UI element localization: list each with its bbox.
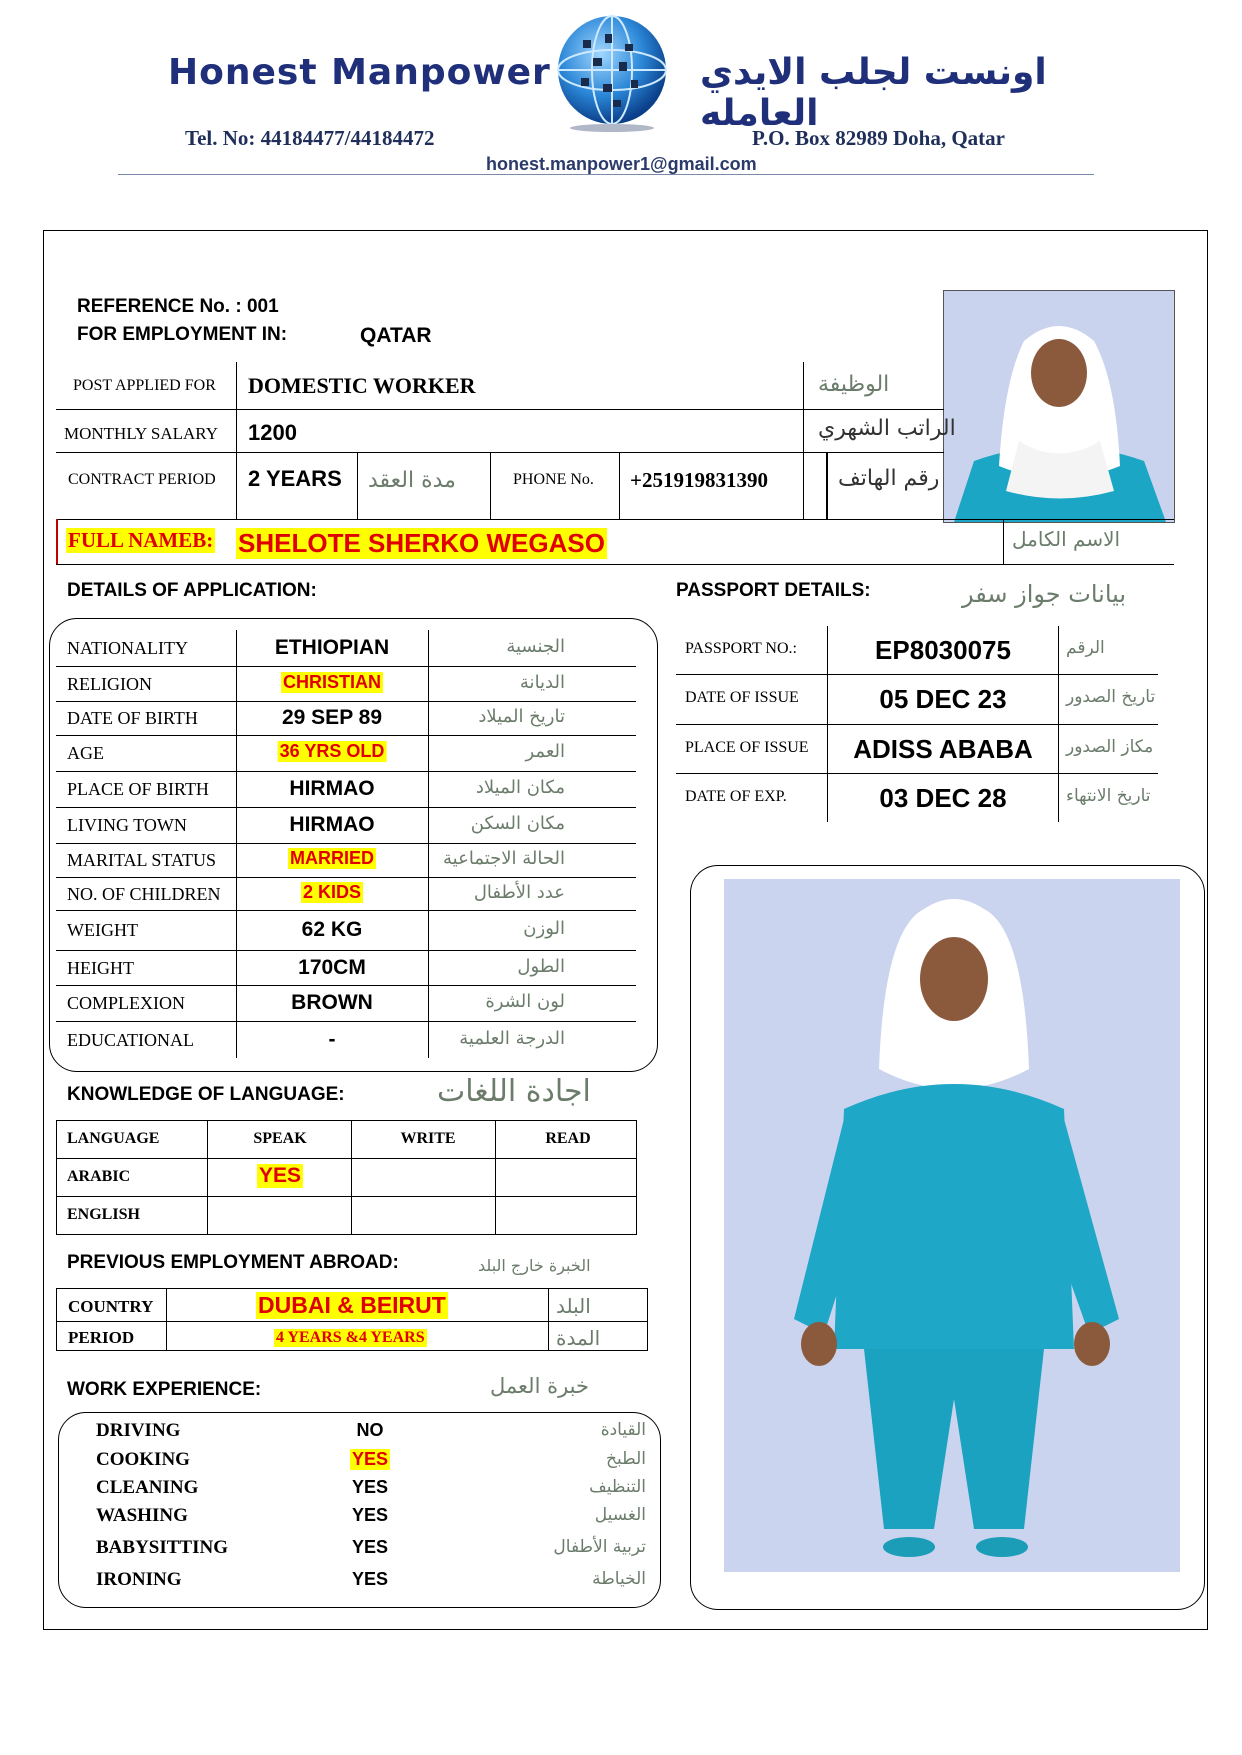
post-label-ar: الوظيفة: [818, 372, 890, 397]
details-title: DETAILS OF APPLICATION:: [67, 580, 317, 601]
details-label-ar-1: الديانة: [519, 671, 565, 693]
language-name-1: ENGLISH: [67, 1206, 140, 1223]
work-value-2: YES: [351, 1477, 389, 1497]
passport-title: PASSPORT DETAILS:: [676, 580, 871, 601]
details-label-9: HEIGHT: [67, 957, 134, 978]
profile-photo: [943, 290, 1175, 523]
details-row-divider: [56, 1021, 636, 1022]
work-label-ar-1: الطبخ: [606, 1449, 646, 1469]
globe-logo: [553, 14, 671, 132]
passport-value-3: 03 DEC 28: [879, 782, 1007, 813]
details-label-11: EDUCATIONAL: [67, 1029, 194, 1050]
details-row-divider: [56, 771, 636, 772]
fullname-label-ar: الاسم الكامل: [1012, 527, 1121, 551]
passport-label-3: DATE OF EXP.: [685, 787, 787, 805]
fullname-value: SHELOTE SHERKO WEGASO: [238, 528, 605, 558]
reference-value: 001: [246, 296, 279, 317]
previous-title-ar: الخبرة خارج البلد: [478, 1256, 591, 1275]
work-label-ar-0: القيادة: [600, 1420, 646, 1440]
language-title: KNOWLEDGE OF LANGUAGE:: [67, 1084, 345, 1105]
passport-label-1: DATE OF ISSUE: [685, 689, 799, 706]
work-value-1: YES: [351, 1449, 389, 1469]
fullname-label: FULL NAMEB:: [68, 528, 214, 552]
details-label-ar-7: عدد الأطفال: [473, 881, 565, 903]
details-label-2: DATE OF BIRTH: [67, 708, 198, 728]
details-label-ar-3: العمر: [525, 741, 565, 762]
work-value-5: YES: [351, 1569, 389, 1589]
language-header-0: LANGUAGE: [67, 1130, 160, 1147]
post-value: DOMESTIC WORKER: [248, 373, 476, 398]
language-speak-0: YES: [258, 1164, 302, 1187]
passport-title-ar: بيانات جواز سفر: [962, 580, 1127, 608]
language-header-2: WRITE: [400, 1130, 456, 1147]
details-value-3: 36 YRS OLD: [279, 741, 385, 761]
details-value-1: CHRISTIAN: [283, 671, 381, 692]
details-row-divider: [56, 950, 636, 951]
details-value-7: 2 KIDS: [302, 881, 362, 902]
details-label-ar-9: الطول: [517, 955, 565, 977]
header-pobox: P.O. Box 82989 Doha, Qatar: [752, 126, 1005, 150]
details-row-divider: [56, 807, 636, 808]
language-header-1: SPEAK: [253, 1130, 307, 1147]
details-label-6: MARITAL STATUS: [67, 850, 216, 870]
passport-value-1: 05 DEC 23: [879, 684, 1007, 714]
passport-label-2: PLACE OF ISSUE: [685, 738, 809, 756]
previous-period-ar: المدة: [556, 1326, 601, 1350]
passport-label-0: PASSPORT NO.:: [685, 640, 797, 657]
details-label-ar-0: الجنسية: [506, 636, 565, 657]
details-label-ar-8: الوزن: [523, 918, 565, 939]
passport-label-ar-3: تاريخ الانتهاء: [1066, 785, 1151, 806]
work-label-ar-5: الخياطة: [592, 1569, 646, 1589]
details-row-divider: [56, 877, 636, 878]
details-label-ar-11: الدرجة العلمية: [459, 1027, 565, 1049]
passport-label-ar-2: مكاز الصدور: [1066, 736, 1154, 757]
work-title-ar: خبرة العمل: [490, 1374, 589, 1398]
work-label-5: IRONING: [96, 1569, 182, 1590]
reference-label: REFERENCE No. : 001: [77, 296, 279, 317]
work-value-4: YES: [351, 1537, 389, 1557]
company-name-ar: اونست لجلب الايدي العامله: [700, 52, 1047, 134]
post-label: POST APPLIED FOR: [73, 377, 216, 394]
details-label-0: NATIONALITY: [67, 638, 188, 658]
passport-label-ar-1: تاريخ الصدور: [1066, 687, 1156, 707]
details-value-9: 170CM: [298, 955, 366, 979]
work-title: WORK EXPERIENCE:: [67, 1379, 262, 1400]
contract-label: CONTRACT PERIOD: [68, 471, 216, 488]
details-label-3: AGE: [67, 743, 104, 763]
details-label-ar-6: الحالة الاجتماعية: [443, 848, 565, 869]
salary-label-ar: الراتب الشهري: [818, 416, 956, 441]
fullbody-photo: [724, 879, 1180, 1572]
employment-value: QATAR: [360, 324, 432, 347]
details-label-ar-4: مكان الميلاد: [475, 777, 565, 798]
passport-label-ar-0: الرقم: [1066, 638, 1105, 658]
details-row-divider: [56, 735, 636, 736]
language-name-0: ARABIC: [67, 1168, 131, 1185]
details-value-6: MARRIED: [290, 848, 374, 868]
details-value-11: -: [328, 1027, 336, 1051]
language-header-3: READ: [545, 1130, 591, 1147]
company-name-en: Honest Manpower: [168, 52, 551, 93]
details-value-4: HIRMAO: [289, 777, 375, 800]
details-value-10: BROWN: [291, 991, 373, 1014]
contract-value: 2 YEARS: [248, 466, 342, 491]
header-tel: Tel. No: 44184477/44184472: [185, 126, 435, 150]
details-row-divider: [56, 666, 636, 667]
employment-label: FOR EMPLOYMENT IN:: [77, 324, 288, 345]
details-row-divider: [56, 985, 636, 986]
language-title-ar: اجادة اللغات: [437, 1074, 591, 1109]
details-label-ar-2: تاريخ الميلاد: [478, 706, 565, 727]
details-label-ar-5: مكان السكن: [470, 813, 565, 834]
work-label-4: BABYSITTING: [96, 1537, 228, 1558]
details-label-10: COMPLEXION: [67, 993, 186, 1013]
details-row-divider: [56, 910, 636, 911]
passport-value-0: EP8030075: [875, 635, 1011, 665]
salary-value: 1200: [248, 420, 297, 445]
details-value-8: 62 KG: [301, 918, 363, 941]
phone-value: +251919831390: [630, 468, 768, 492]
details-label-1: RELIGION: [67, 673, 152, 694]
details-value-0: ETHIOPIAN: [274, 636, 390, 659]
work-value-3: YES: [351, 1505, 389, 1525]
details-label-ar-10: لون الشرة: [485, 991, 565, 1012]
work-label-3: WASHING: [96, 1505, 188, 1526]
work-label-2: CLEANING: [96, 1477, 199, 1498]
previous-country-label: COUNTRY: [68, 1297, 154, 1316]
details-label-4: PLACE OF BIRTH: [67, 779, 209, 799]
passport-value-2: ADISS ABABA: [853, 733, 1033, 764]
salary-label: MONTHLY SALARY: [64, 424, 218, 443]
details-value-2: 29 SEP 89: [281, 706, 383, 729]
previous-period-value: 4 YEARS &4 YEARS: [276, 1329, 425, 1346]
previous-title: PREVIOUS EMPLOYMENT ABROAD:: [67, 1252, 399, 1273]
work-label-ar-4: تربية الأطفال: [553, 1537, 646, 1557]
details-label-5: LIVING TOWN: [67, 815, 187, 835]
work-label-ar-3: الغسيل: [594, 1505, 646, 1525]
phone-label-ar: رقم الهاتف: [838, 466, 940, 491]
work-value-0: NO: [356, 1420, 384, 1440]
details-label-8: WEIGHT: [67, 920, 138, 940]
details-row-divider: [56, 843, 636, 844]
work-label-0: DRIVING: [96, 1420, 181, 1441]
details-label-7: NO. OF CHILDREN: [67, 883, 221, 904]
previous-country-value: DUBAI & BEIRUT: [258, 1292, 446, 1318]
previous-country-ar: البلد: [556, 1294, 591, 1318]
contract-label-ar: مدة العقد: [368, 468, 456, 493]
previous-period-label: PERIOD: [68, 1328, 135, 1347]
details-value-5: HIRMAO: [289, 813, 375, 836]
work-label-1: COOKING: [96, 1449, 190, 1470]
header-email: honest.manpower1@gmail.com: [486, 154, 757, 174]
work-label-ar-2: التنظيف: [589, 1477, 646, 1497]
details-row-divider: [56, 701, 636, 702]
phone-label: PHONE No.: [513, 471, 594, 488]
